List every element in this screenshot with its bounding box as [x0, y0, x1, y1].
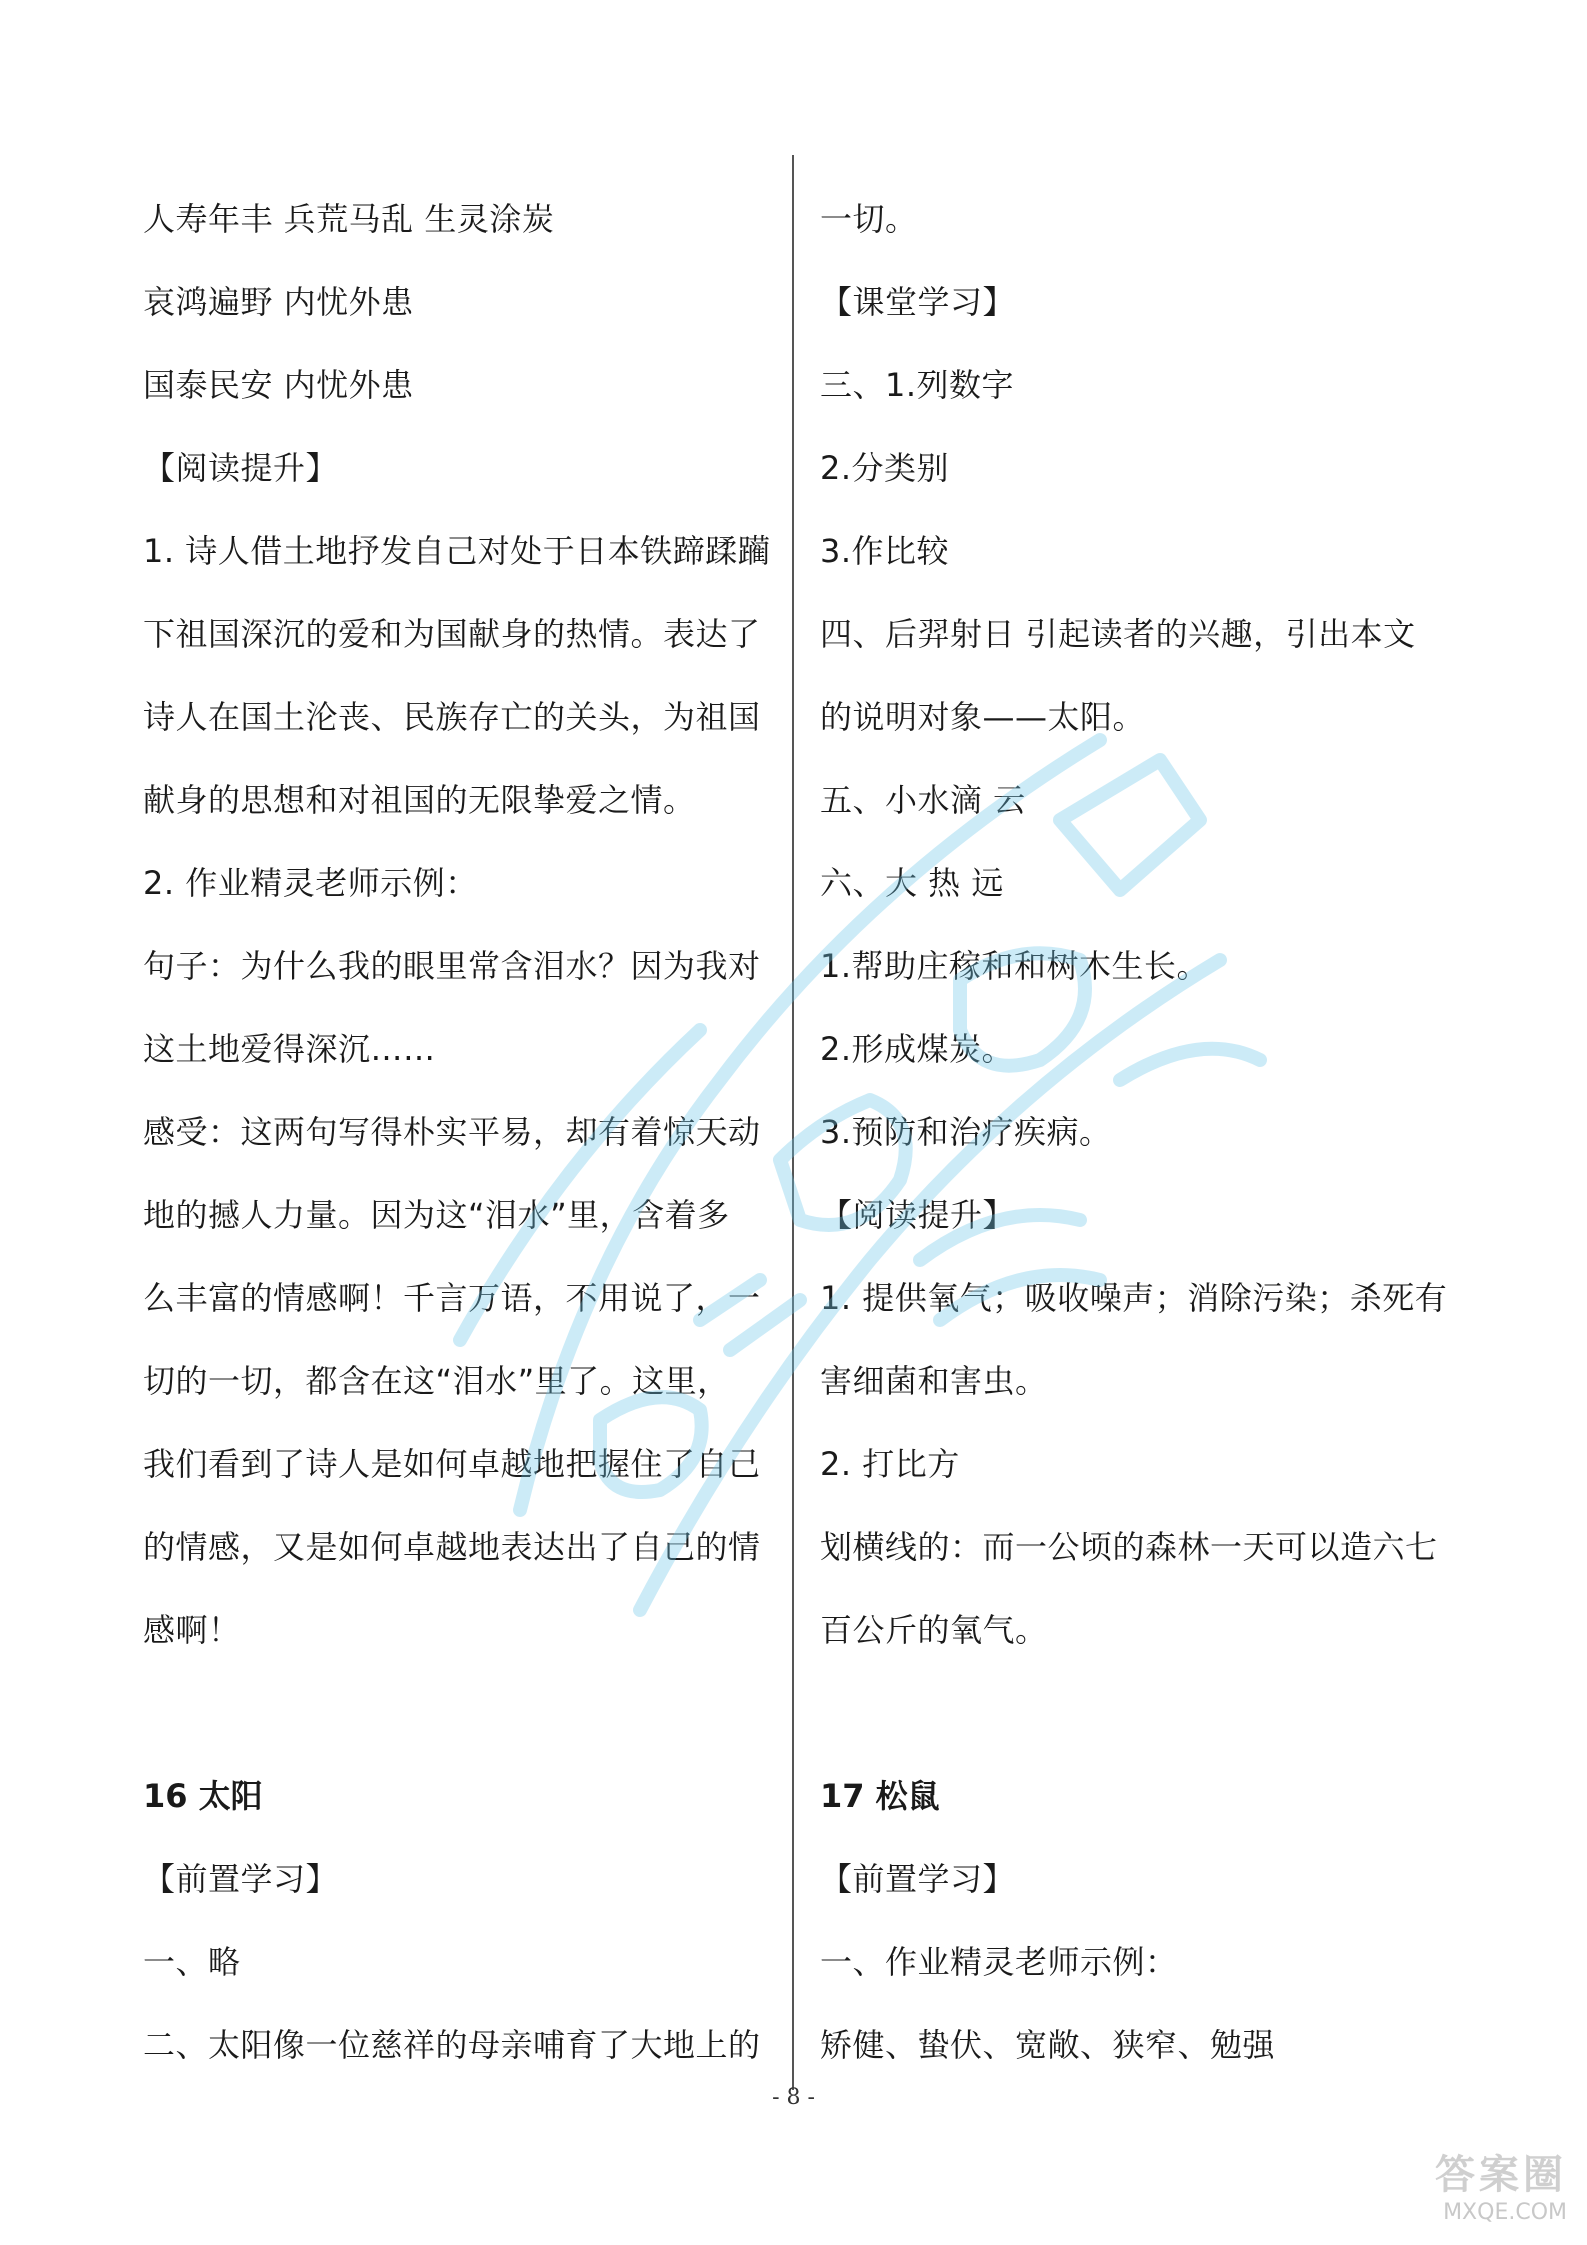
text-line: 一、作业精灵老师示例： [820, 1943, 1178, 1981]
text-line: 【阅读提升】 [820, 1196, 1016, 1234]
text-line: 害细菌和害虫。 [820, 1362, 1048, 1400]
text-line: 划横线的：而一公顷的森林一天可以造六七 [820, 1528, 1438, 1566]
text-line: 地的撼人力量。因为这“泪水”里，含着多 [143, 1196, 730, 1234]
text-line: 【前置学习】 [820, 1860, 1016, 1898]
text-line: 矫健、蛰伏、宽敞、狭窄、勉强 [820, 2026, 1276, 2064]
text-line: 一切。 [820, 200, 918, 238]
text-line: 2. 作业精灵老师示例： [143, 864, 478, 902]
text-line: 二、太阳像一位慈祥的母亲哺育了大地上的 [143, 2026, 761, 2064]
text-line: 四、后羿射日 引起读者的兴趣，引出本文 [820, 615, 1416, 653]
corner-logo-mark: 答案圈 [1435, 2152, 1567, 2198]
text-line: 么丰富的情感啊！千言万语，不用说了，一 [143, 1279, 761, 1317]
text-line: 人寿年丰 兵荒马乱 生灵涂炭 [143, 200, 555, 238]
text-line: 2. 打比方 [820, 1445, 960, 1483]
section-heading: 17 松鼠 [820, 1777, 940, 1815]
text-line: 感啊！ [143, 1611, 241, 1649]
text-line: 3.作比较 [820, 532, 950, 570]
left-column [143, 178, 783, 2087]
text-line: 国泰民安 内忧外患 [143, 366, 414, 404]
text-line: 2.形成煤炭。 [820, 1030, 1015, 1068]
text-line: 感受：这两句写得朴实平易，却有着惊天动 [143, 1113, 761, 1151]
text-line: 一、略 [143, 1943, 241, 1981]
text-line: 这土地爱得深沉…… [143, 1030, 436, 1068]
text-line: 【阅读提升】 [143, 449, 339, 487]
text-line: 句子：为什么我的眼里常含泪水？因为我对 [143, 947, 761, 985]
text-line: 哀鸿遍野 内忧外患 [143, 283, 414, 321]
text-line: 2.分类别 [820, 449, 950, 487]
section-heading: 16 太阳 [143, 1777, 263, 1815]
text-line: 1. 提供氧气；吸收噪声；消除污染；杀死有 [820, 1279, 1448, 1317]
text-line: 五、小水滴 云 [820, 781, 1026, 819]
text-line: 1.帮助庄稼和和树木生长。 [820, 947, 1210, 985]
text-line: 【前置学习】 [143, 1860, 339, 1898]
text-line: 献身的思想和对祖国的无限挚爱之情。 [143, 781, 696, 819]
corner-logo-url: MXQE.COM [1443, 2200, 1567, 2225]
text-line: 诗人在国土沦丧、民族存亡的关头，为祖国 [143, 698, 761, 736]
column-divider [792, 155, 794, 2090]
text-line: 我们看到了诗人是如何卓越地把握住了自己 [143, 1445, 761, 1483]
text-line: 百公斤的氧气。 [820, 1611, 1048, 1649]
text-line: 【课堂学习】 [820, 283, 1016, 321]
right-column [820, 178, 1460, 2087]
text-line: 六、大 热 远 [820, 864, 1004, 902]
text-line: 切的一切，都含在这“泪水”里了。这里， [143, 1362, 730, 1400]
text-line: 三、1.列数字 [820, 366, 1015, 404]
spacer [143, 1672, 783, 1755]
text-line: 的情感，又是如何卓越地表达出了自己的情 [143, 1528, 761, 1566]
corner-watermark-logo [1367, 2143, 1567, 2233]
text-line: 的说明对象——太阳。 [820, 698, 1146, 736]
text-line: 3.预防和治疗疾病。 [820, 1113, 1112, 1151]
spacer [820, 1672, 1460, 1755]
text-line: 下祖国深沉的爱和为国献身的热情。表达了 [143, 615, 761, 653]
text-line: 1. 诗人借土地抒发自己对处于日本铁蹄蹂躏 [143, 532, 771, 570]
page-number: - 8 - [772, 2085, 815, 2110]
